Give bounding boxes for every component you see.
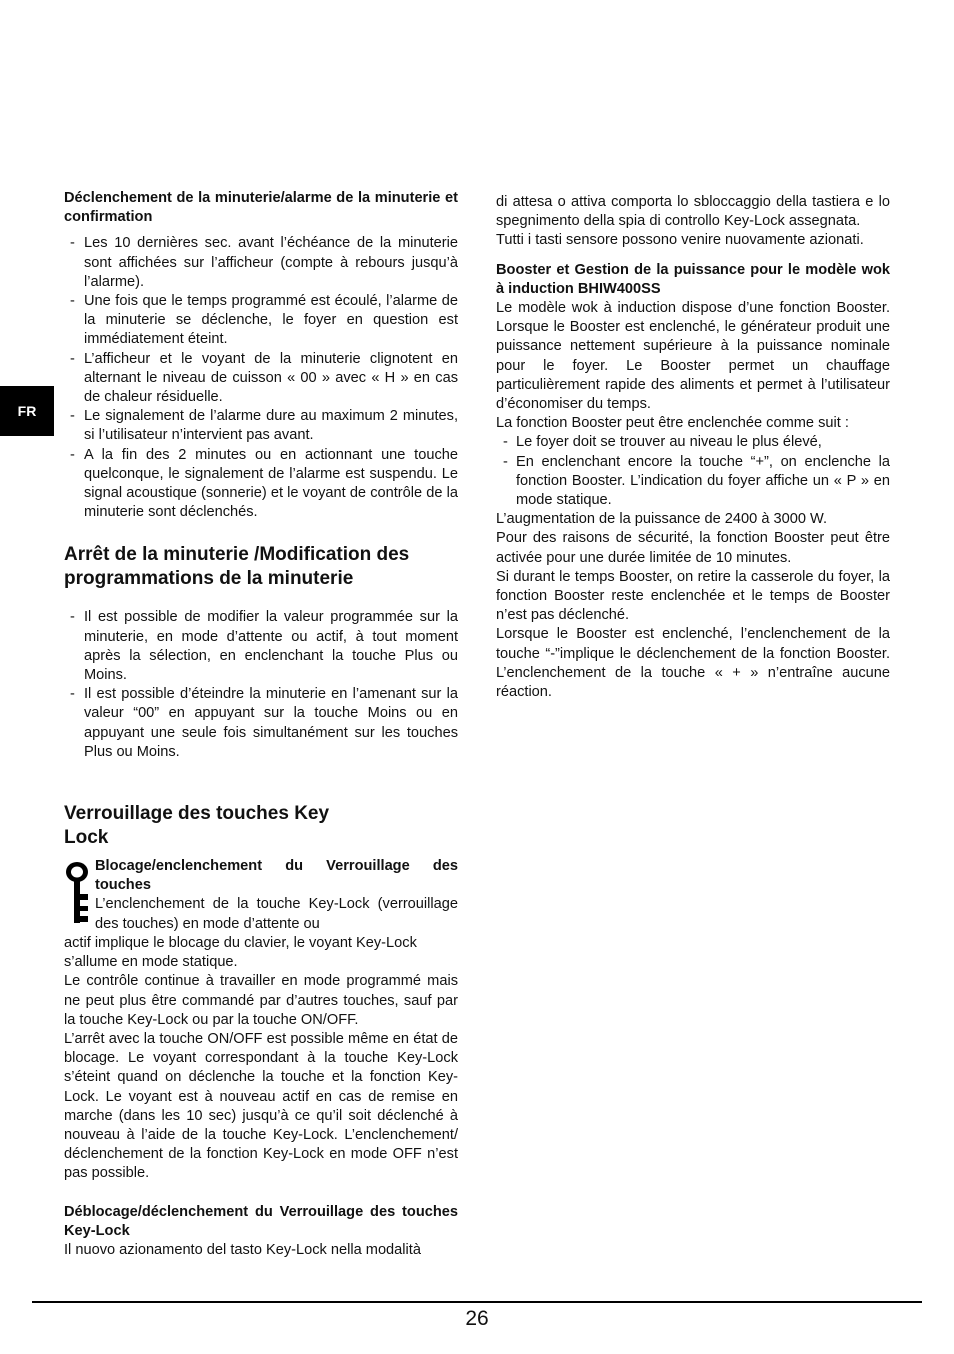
language-tab: FR — [0, 386, 54, 436]
booster-list — [496, 433, 890, 510]
timer-alarm-list — [64, 234, 458, 522]
list-item: - Une fois que le temps programmé est écoulé, l’alarme de la minuterie se déclenche, le foyer en question est immédiatement éteint. — [64, 292, 458, 350]
sub-heading-lock: Blocage/enclenchement du Verrouillage des touches — [95, 858, 458, 894]
section-heading-timer-alarm: Déclenchement de la minuterie/alarme de la minuterie et confirmation — [64, 190, 458, 226]
booster-paragraph: Lorsque le Booster est enclenché, l’enclenchement de la touche “-”implique le déclenchement de la fonction Booster. L’enclenchement de la touche « + » n’entraîne aucune réaction. — [496, 626, 890, 701]
list-item: - Le signalement de l’alarme dure au maximum 2 minutes, si l’utilisateur n’intervient pas avant. — [64, 407, 458, 445]
booster-paragraph: Le modèle wok à induction dispose d’une fonction Booster. Lorsque le Booster est enclenché, le générateur produit une puissance nettement supérieure à la puissance nominale pour le foyer. Le Booster permet un chauffage particulièrement rapide des aliments et permet à l’utilisateur d’économiser du temps. — [496, 300, 890, 413]
booster-paragraph: Pour des raisons de sécurité, la fonction Booster peut être activée pour une durée limitée de 10 minutes. — [496, 530, 890, 566]
key-lock-paragraph: L’arrêt avec la touche ON/OFF est possible même en état de blocage. Le voyant correspondant à la touche Key-Lock s’éteint quand on déclenche la touche et la fonction Key-Lock. Le voyant est à nouveau actif en cas de remise en marche (dans les 10 sec) jusqu’à ce qu’il soit déclenché à nouveau à l’aide de la touche Key-Lock. L’enclenchement/ déclenchement de la fonction Key-Lock en mode OFF n’est pas possible. — [64, 1030, 458, 1182]
list-item: - Il est possible d’éteindre la minuterie en l’amenant sur la valeur “00” en appuyant sur la touche Moins ou en appuyant une seule fois simultanément sur les touches Plus ou Moins. — [64, 685, 458, 762]
key-lock-paragraph-rest: actif implique le blocage du clavier, le voyant Key-Lock s’allume en mode statique. — [64, 934, 417, 971]
booster-paragraph: La fonction Booster peut être enclenchée comme suit : — [496, 415, 849, 432]
right-column — [496, 193, 890, 702]
footer-rule — [32, 1301, 922, 1303]
key-lock-heading-line1: Verrouillage des touches Key — [64, 803, 330, 825]
list-item: - Il est possible de modifier la valeur programmée sur la minuterie, en mode d’attente ou actif, à tout moment après la sélection, en enclenchant la touche Plus ou Moins. — [64, 608, 458, 685]
section-heading-booster: Booster et Gestion de la puissance pour le modèle wok à induction BHIW400SS — [496, 261, 890, 297]
key-icon — [64, 860, 92, 924]
section-heading-unlock: Déblocage/déclenchement du Verrouillage des touches Key-Lock — [64, 1203, 458, 1239]
unlock-paragraph: Il nuovo azionamento del tasto Key-Lock nella modalità — [64, 1241, 421, 1258]
key-lock-heading-line2: Lock — [64, 827, 109, 849]
timer-stop-list — [64, 608, 458, 762]
page-number: 26 — [465, 1307, 489, 1330]
section-heading-key-lock — [64, 802, 458, 850]
list-item: - Les 10 dernières sec. avant l’échéance de la minuterie sont affichées sur l’afficheur (compte à rebours jusqu’à l’alarme). — [64, 234, 458, 292]
booster-paragraph: L’augmentation de la puissance de 2400 à 3000 W. — [496, 511, 828, 528]
left-column — [64, 189, 458, 1260]
unlock-continued-paragraph: di attesa o attiva comporta lo sbloccaggio della tastiera e lo spegnimento della spia di controllo Key-Lock assegnata. — [496, 194, 890, 230]
booster-paragraph: Si durant le temps Booster, on retire la casserole du foyer, la fonction Booster reste enclenchée et le temps de Booster n’est pas déclenché. — [496, 568, 890, 624]
list-item: - Le foyer doit se trouver au niveau le plus élevé, — [496, 433, 890, 452]
key-lock-paragraph-indented: L’enclenchement de la touche Key-Lock (verrouillage des touches) en mode d’attente ou — [95, 896, 458, 932]
list-item: - A la fin des 2 minutes ou en actionnant une touche quelconque, le signalement de l’alarme est suspendu. Le signal acoustique (sonnerie) et le voyant de contrôle de la minuterie sont déclenchés. — [64, 446, 458, 523]
sensor-keys-paragraph: Tutti i tasti sensore possono venire nuovamente azionati. — [496, 232, 864, 249]
key-lock-block — [64, 857, 458, 972]
list-item: - L’afficheur et le voyant de la minuterie clignotent en alternant le niveau de cuisson « 00 » avec « H » en cas de chaleur résiduelle. — [64, 350, 458, 408]
list-item: - En enclenchant encore la touche “+”, on enclenche la fonction Booster. L’indication du foyer affiche un « P » en mode statique. — [496, 453, 890, 511]
key-lock-paragraph: Le contrôle continue à travailler en mode programmé mais ne peut plus être commandé par d’autres touches, sauf par la touche Key-Lock ou par la touche ON/OFF. — [64, 973, 458, 1028]
section-heading-timer-stop: Arrêt de la minuterie /Modification des programmations de la minuterie — [64, 544, 410, 590]
